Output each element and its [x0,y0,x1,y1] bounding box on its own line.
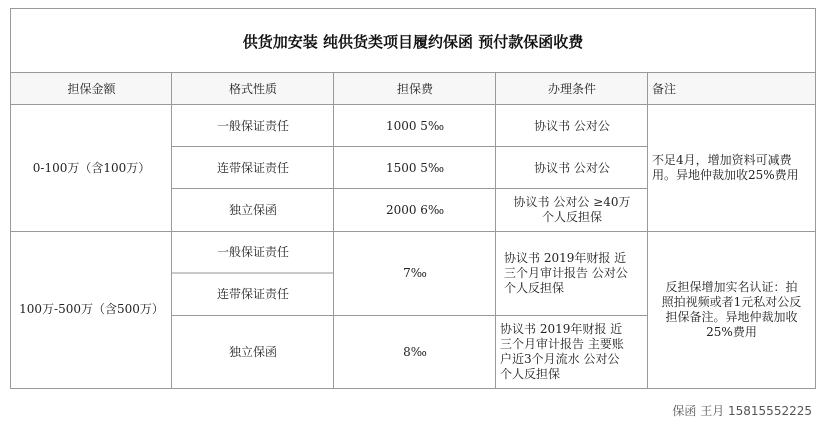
group2-row2-type: 连带保证责任 [216,287,289,301]
group1-row3-type: 独立保函 [228,202,277,217]
group2-condition-shared: 协议书 2019年财报 近 三个月审计报告 公对公 个人反担保 [504,251,628,295]
grid-line [11,104,815,105]
group1-note: 不足4月，增加资料可减费 用。异地仲裁加收25%费用 [652,153,799,182]
group1-row3-condition: 协议书 公对公 ≥40万 个人反担保 [513,195,631,224]
grid-line [172,188,648,189]
header-fee: 担保费 [334,73,496,105]
group1-row1-fee: 1000 5‰ [385,118,445,133]
group1-row2-type: 连带保证责任 [216,160,289,175]
group1-row1-condition: 协议书 公对公 [534,118,610,133]
header-note: 备注 [648,73,815,105]
group2-fee-last: 8‰ [403,344,427,359]
group2-row3-type: 独立保函 [228,344,277,359]
group1-row2-condition: 协议书 公对公 [534,160,610,175]
grid-line [171,72,172,388]
grid-line [495,72,496,388]
grid-line [333,72,334,388]
group1-amount: 0-100万（含100万） [32,160,151,175]
header-amount: 担保金额 [11,73,172,105]
group2-amount: 100万-500万（含500万） [19,302,164,316]
grid-line [11,72,815,73]
grid-line [172,146,648,147]
header-format: 格式性质 [172,73,334,105]
grid-line [647,72,648,388]
header-condition: 办理条件 [496,73,648,105]
group1-row1-type: 一般保证责任 [216,118,289,133]
grid-line [172,272,334,274]
group2-note: 反担保增加实名认证：拍 照拍视频或者1元私对公反 担保备注。异地仲裁加收 25%费用 [661,279,802,339]
table-title: 供货加安装 纯供货类项目履约保函 预付款保函收费 [242,32,584,51]
grid-line [11,231,815,232]
group2-row1-type: 一般保证责任 [216,244,289,259]
group2-fee-shared: 7‰ [403,266,427,280]
group2-condition-last: 协议书 2019年财报 近 三个月审计报告 主要账 户近3个月流水 公对公 个人反担保 [500,322,624,381]
group1-row2-fee: 1500 5‰ [385,160,445,175]
grid-line [172,315,648,316]
watermark-text: 保函 王月 15815552225 [672,404,812,418]
group1-row3-fee: 2000 6‰ [385,202,445,217]
